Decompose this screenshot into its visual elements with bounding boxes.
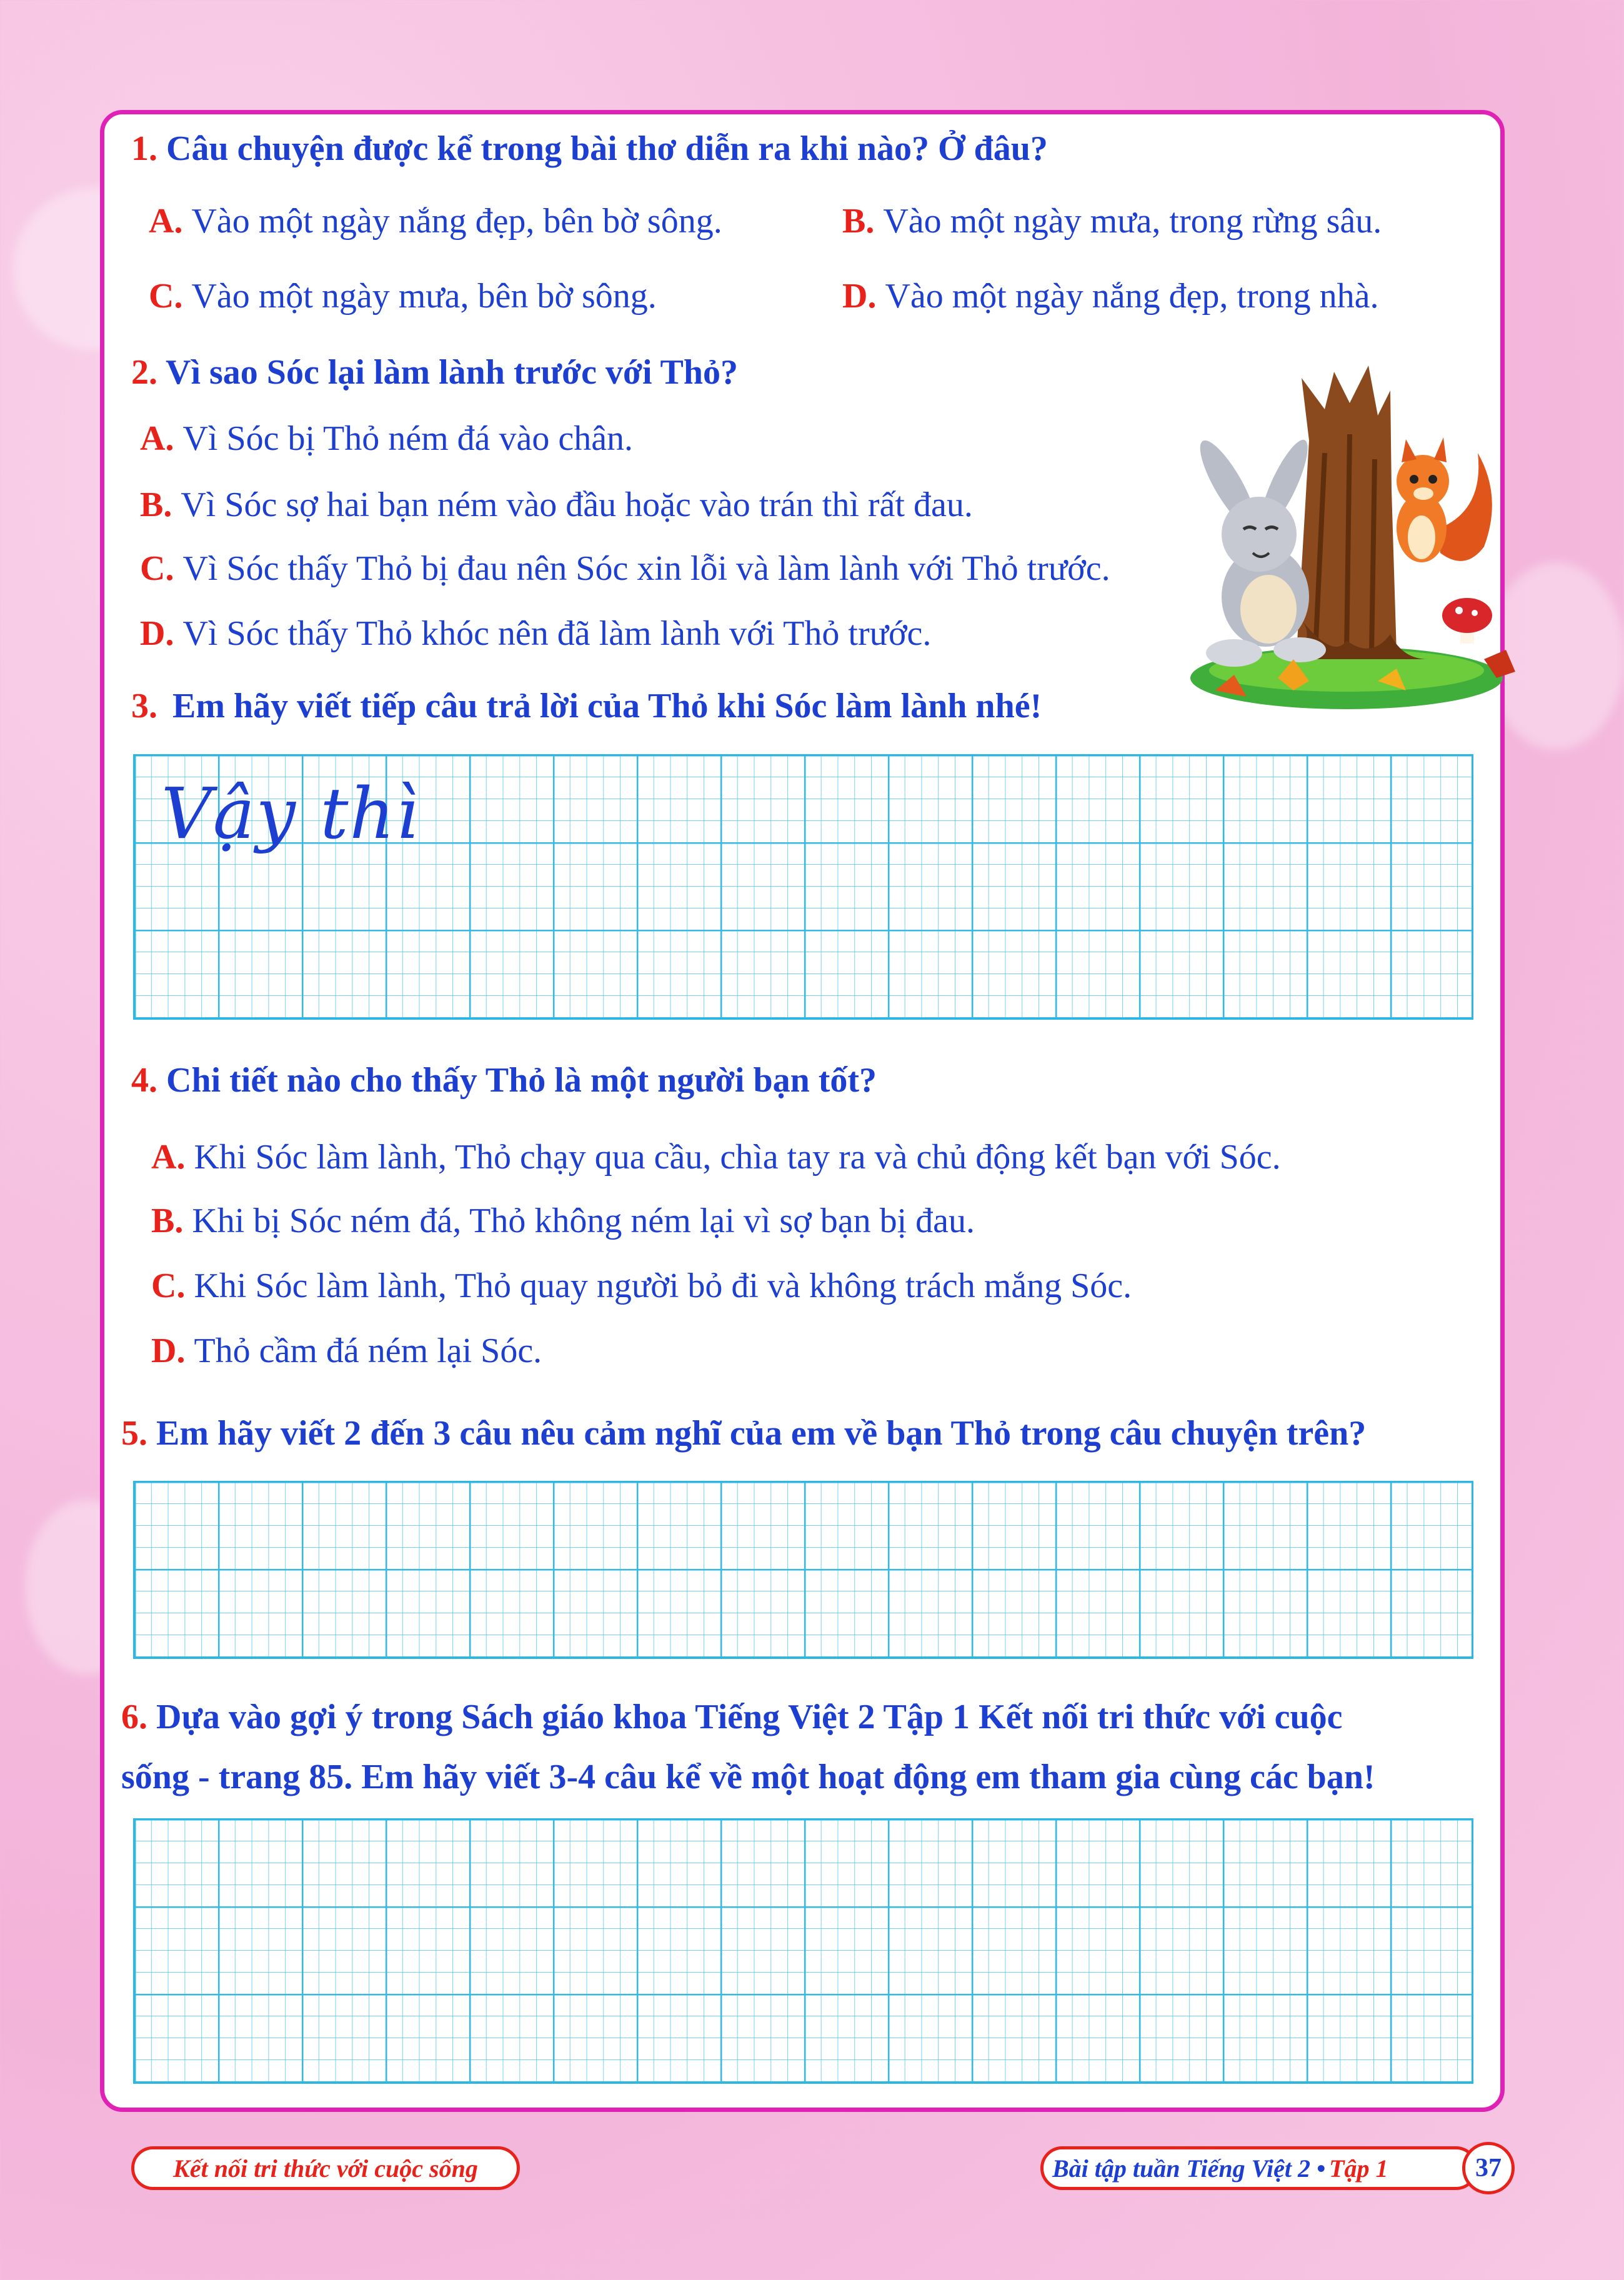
question-1-text: Câu chuyện được kể trong bài thơ diễn ra khi nào? Ở đâu? <box>166 129 1048 168</box>
mushroom <box>1442 598 1492 644</box>
page-number: 37 <box>1462 2142 1515 2194</box>
rabbit-squirrel-tree-illustration <box>1190 366 1515 715</box>
question-2: 2. Vì sao Sóc lại làm lành trước với Thỏ? <box>131 353 738 392</box>
question-4-text: Chi tiết nào cho thấy Thỏ là một người bạn tốt? <box>166 1061 877 1100</box>
question-5: 5. Em hãy viết 2 đến 3 câu nêu cảm nghĩ của em về bạn Thỏ trong câu chuyện trên? <box>121 1414 1367 1453</box>
q1-option-c[interactable]: C. Vào một ngày mưa, bên bờ sông. <box>149 277 657 316</box>
squirrel <box>1397 437 1492 562</box>
q4-option-d[interactable]: D. Thỏ cầm đá ném lại Sóc. <box>151 1332 542 1370</box>
q2-option-c[interactable]: C. Vì Sóc thấy Thỏ bị đau nên Sóc xin lỗi và làm lành với Thỏ trước. <box>140 549 1110 588</box>
question-6-line-2: sống - trang 85. Em hãy viết 3-4 câu kể về một hoạt động em tham gia cùng các bạn! <box>121 1758 1375 1796</box>
question-6-line-1: 6. Dựa vào gợi ý trong Sách giáo khoa Tiếng Việt 2 Tập 1 Kết nối tri thức với cuộc <box>121 1698 1343 1736</box>
q4-option-a[interactable]: A. Khi Sóc làm lành, Thỏ chạy qua cầu, chìa tay ra và chủ động kết bạn với Sóc. <box>151 1138 1281 1177</box>
q2-option-a[interactable]: A. Vì Sóc bị Thỏ ném đá vào chân. <box>140 419 634 458</box>
question-5-text: Em hãy viết 2 đến 3 câu nêu cảm nghĩ của em về bạn Thỏ trong câu chuyện trên? <box>156 1414 1367 1453</box>
q1-option-b[interactable]: B. Vào một ngày mưa, trong rừng sâu. <box>842 202 1382 241</box>
footer-series-title: Kết nối tri thức với cuộc sống <box>131 2146 520 2190</box>
question-1: 1. Câu chuyện được kể trong bài thơ diễn ra khi nào? Ở đâu? <box>131 129 1048 168</box>
handwritten-answer-start: Vậy thì <box>161 774 420 855</box>
question-6-text: Dựa vào gợi ý trong Sách giáo khoa Tiếng Việt 2 Tập 1 Kết nối tri thức với cuộc <box>156 1698 1343 1736</box>
question-3: 3. Em hãy viết tiếp câu trả lời của Thỏ khi Sóc làm lành nhé! <box>131 687 1042 725</box>
q1-option-d[interactable]: D. Vào một ngày nắng đẹp, trong nhà. <box>842 277 1379 316</box>
q4-option-c[interactable]: C. Khi Sóc làm lành, Thỏ quay người bỏ đi và không trách mắng Sóc. <box>151 1267 1132 1305</box>
q2-option-d[interactable]: D. Vì Sóc thấy Thỏ khóc nên đã làm lành với Thỏ trước. <box>140 614 932 653</box>
question-4: 4. Chi tiết nào cho thấy Thỏ là một người bạn tốt? <box>131 1061 877 1100</box>
question-2-text: Vì sao Sóc lại làm lành trước với Thỏ? <box>166 353 738 392</box>
writing-grid-q5[interactable] <box>133 1481 1473 1659</box>
q4-option-b[interactable]: B. Khi bị Sóc ném đá, Thỏ không ném lại vì sợ bạn bị đau. <box>151 1202 975 1240</box>
q1-option-a[interactable]: A. Vào một ngày nắng đẹp, bên bờ sông. <box>149 202 722 241</box>
question-3-text: Em hãy viết tiếp câu trả lời của Thỏ khi Sóc làm lành nhé! <box>172 687 1042 725</box>
q2-option-b[interactable]: B. Vì Sóc sợ hai bạn ném vào đầu hoặc vào trán thì rất đau. <box>140 485 973 524</box>
footer-book-title: Bài tập tuần Tiếng Việt 2 • Tập 1 <box>1040 2146 1478 2190</box>
writing-grid-q6[interactable] <box>133 1818 1473 2084</box>
